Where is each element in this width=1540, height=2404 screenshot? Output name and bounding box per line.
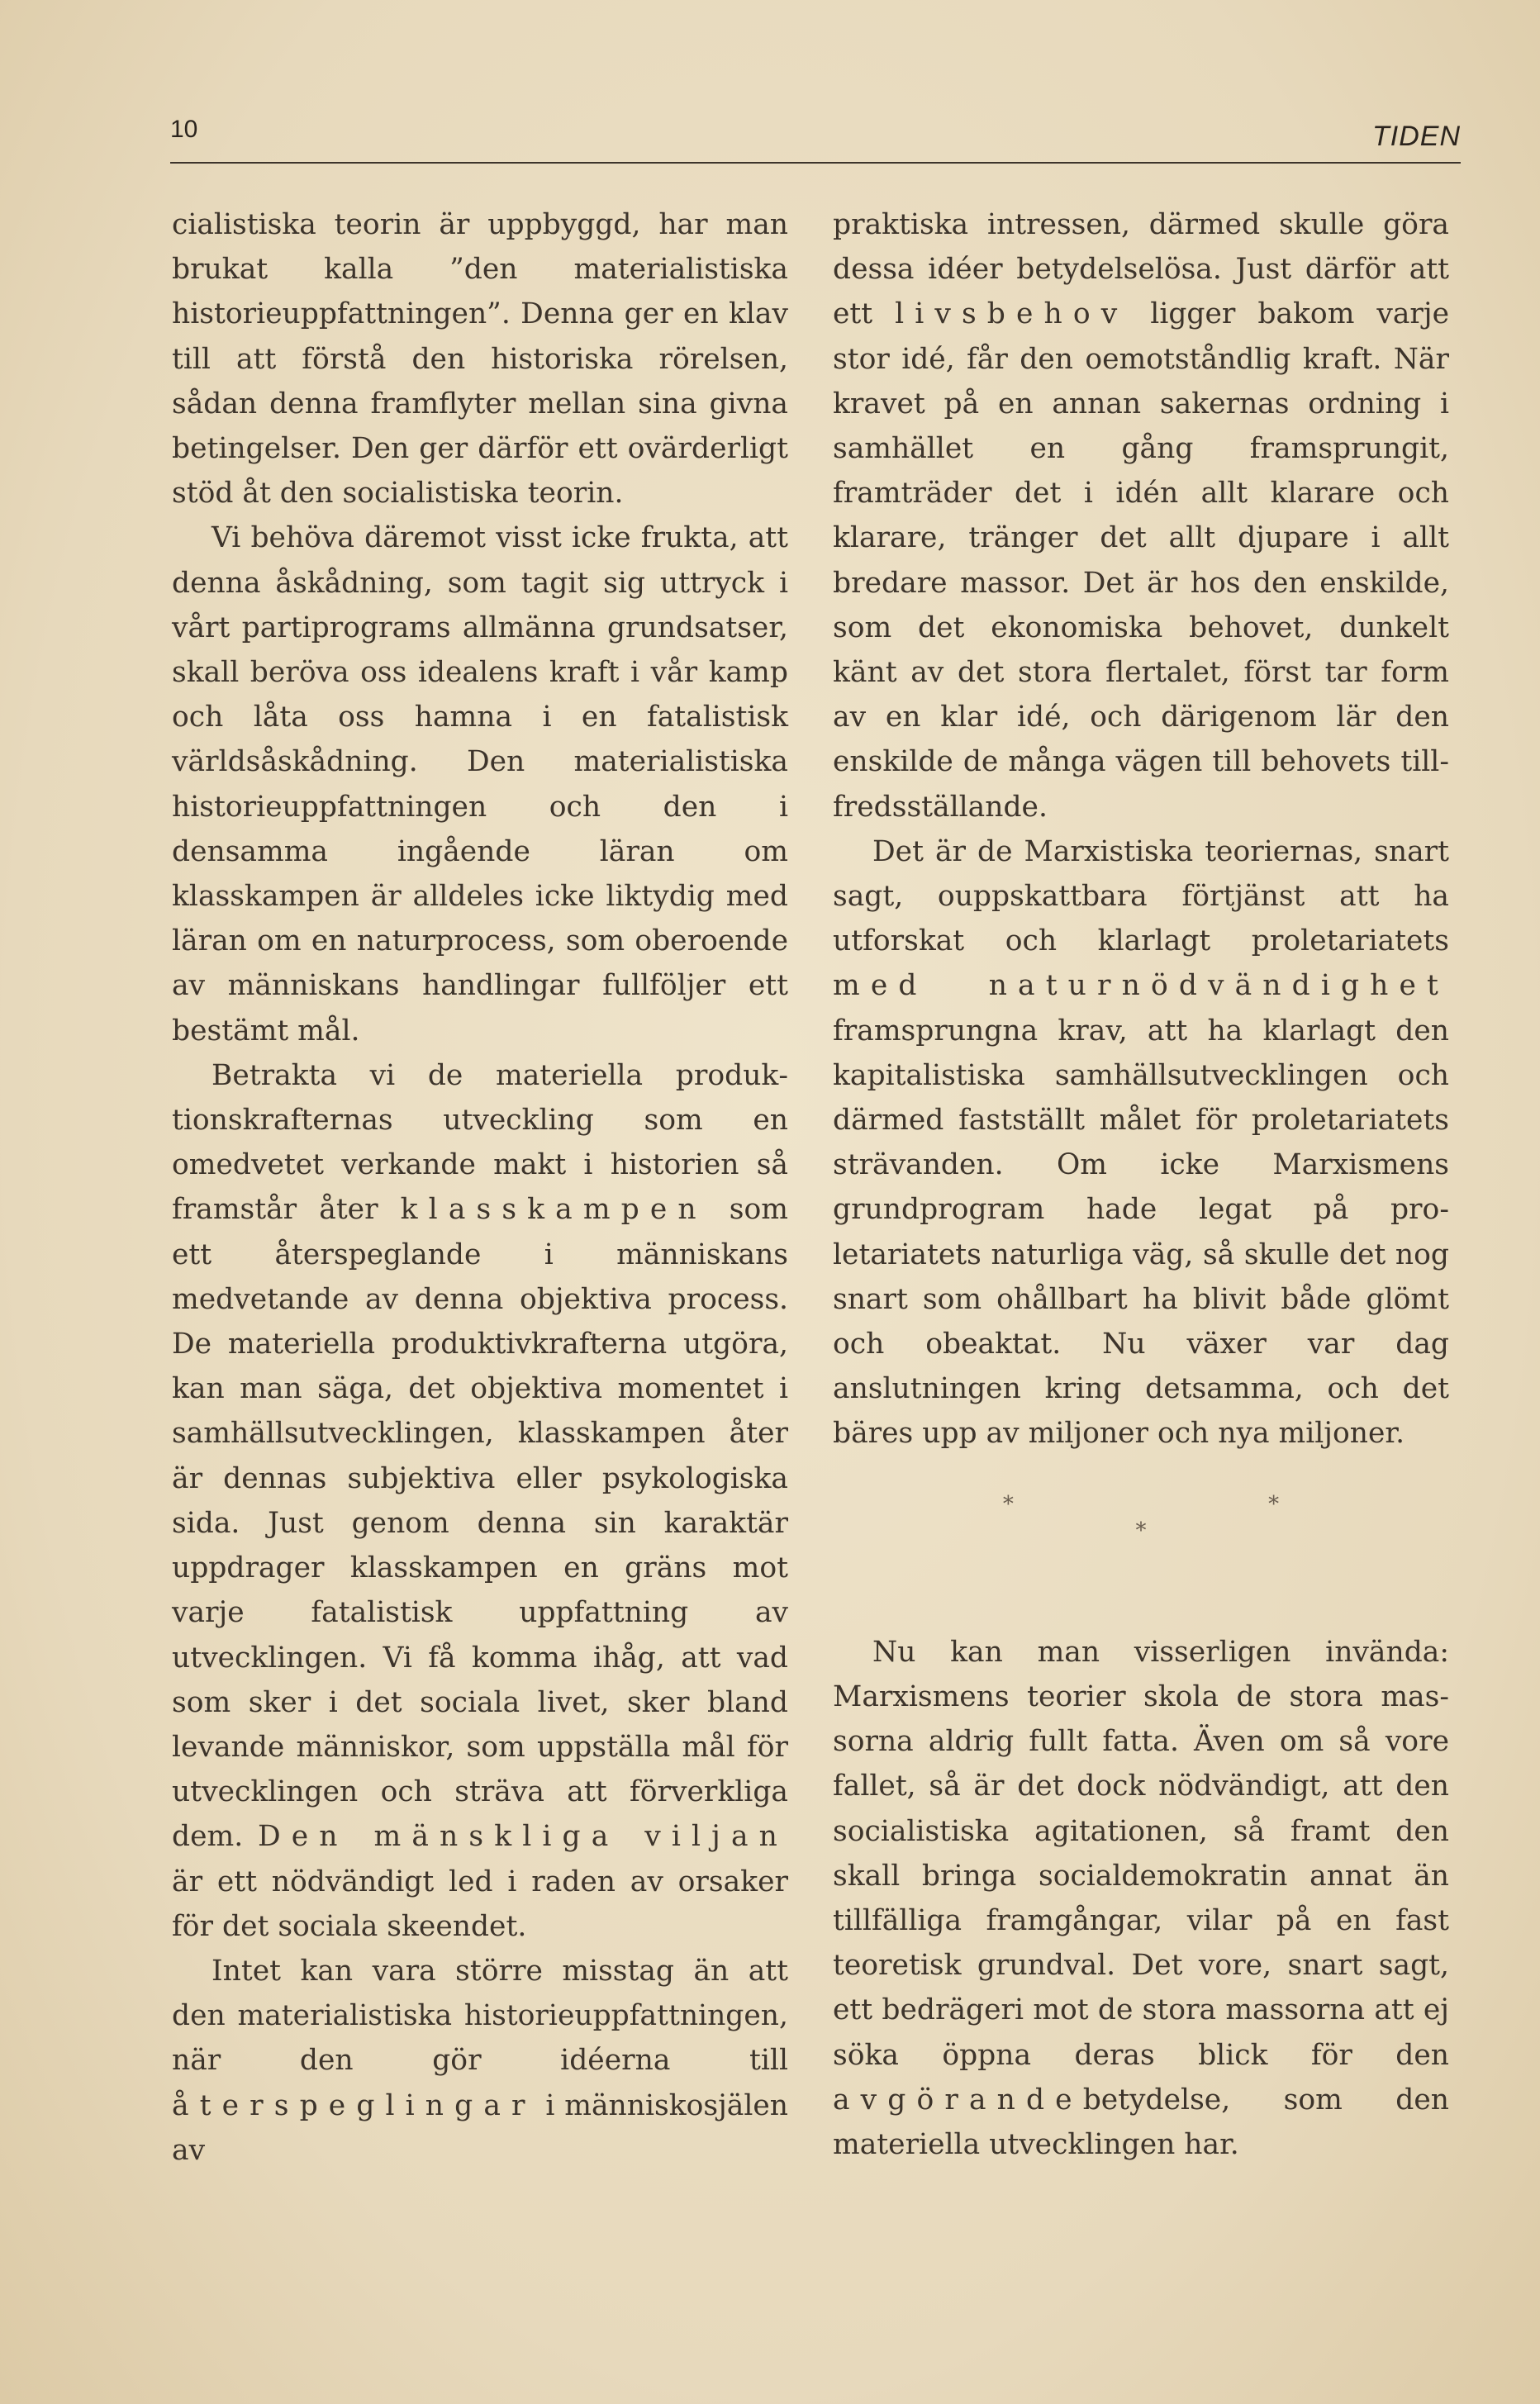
spaced-emphasis: Den mänskliga viljan bbox=[258, 1820, 788, 1854]
page-number: 10 bbox=[170, 116, 198, 143]
paragraph: Intet kan vara större misstag än att den materialistiska historieuppfattningen, när den gör idéerna till återspeglingar i människosjälen av bbox=[172, 1954, 789, 2167]
paragraph: cialistiska teorin är uppbyggd, har man brukat kalla ”den materialistiska historieuppfattningen”. Denna ger en klav till att förstå den historiska rörelsen, sådan denna framflyter mellan sina givna betingelser. Den ger därför ett ovärderligt stöd åt den socialistiska teorin. bbox=[172, 208, 788, 511]
section-separator bbox=[833, 1491, 1449, 1630]
separator-star: * bbox=[1135, 1518, 1147, 1543]
header-rule bbox=[170, 162, 1461, 164]
spaced-emphasis: klasskampen bbox=[400, 1193, 707, 1227]
spaced-emphasis: med naturnödvändighet bbox=[833, 969, 1449, 1003]
spaced-emphasis: avgörande bbox=[833, 2083, 1083, 2117]
paragraph: Det är de Marxistiska teoriernas, snart sagt, ouppskattbara förtjänst att ha utforskat och klarlagt proletariatets med naturnödvändighet framsprungna krav, att ha klarlagt den kapitalistiska samhällsutvecklingen och därmed fastställt målet för proletariatets strävanden. Om icke Marxismens grundprogram hade legat på proletariatets naturliga väg, så skulle det nog snart som ohållbart ha blivit både glömt och obeaktat. Nu växer var dag anslutningen kring detsamma, och det bäres upp av miljoner och nya miljoner. bbox=[833, 834, 1449, 1451]
right-column bbox=[833, 202, 1449, 2167]
paragraph: Vi behöva däremot visst icke frukta, att denna åskådning, som tagit sig uttryck i vårt partiprograms allmänna grundsatser, skall beröva oss idealens kraft i vår kamp och låta oss hamna i en fatalistisk världsåskådning. Den materialistiska historieuppfattningen och den i densamma ingående läran om klasskampen är alldeles icke liktydig med läran om en naturprocess, som oberoende av människans handlingar fullföljer ett bestämt mål. bbox=[172, 521, 788, 1048]
left-column bbox=[172, 202, 788, 2173]
page-header bbox=[170, 116, 1461, 167]
paragraph: Nu kan man visserligen invända: Marxismens teorier skola de stora massorna aldrig fullt fatta. Även om så vore fallet, så är det dock nödvändigt, att den socialistiska agitationen, så framt den skall bringa socialdemokratin annat än tillfälliga framgångar, vilar på en fast teoretisk grundval. Det vore, snart sagt, ett bedrägeri mot de stora massorna att ej söka öppna deras blick för den avgörandebetydelse, som den materiella utvecklingen har. bbox=[833, 1635, 1449, 2161]
journal-title: TIDEN bbox=[1372, 121, 1461, 152]
paragraph: praktiska intressen, därmed skulle göra dessa idéer betydelselösa. Just därför att ett livsbehov ligger bakom varje stor idé, får den oemotståndlig kraft. När kravet på en annan sakernas ordning i samhället en gång framsprungit, framträder det i idén allt klarare och klarare, tränger det allt djupare i allt bredare massor. Det är hos den enskilde, som det ekonomiska behovet, dunkelt känt av det stora flertalet, först tar form av en klar idé, och därigenom lär den enskilde de många vägen till behovets tillfredsställande. bbox=[833, 208, 1449, 824]
spaced-emphasis: återspeglingar bbox=[172, 2088, 536, 2122]
paragraph: Betrakta vi de materiella produktionskrafternas utveckling som en omedvetet verkande makt i historien så framstår åter klasskampen som ett återspeglande i människans medvetande av denna objektiva process. De materiella produktivkrafterna utgöra, kan man säga, det objektiva momentet i samhällsutvecklingen, klasskampen åter är dennas subjektiva eller psykologiska sida. Just genom denna sin karaktär uppdrager klasskampen en gräns mot varje fatalistisk uppfattning av utvecklingen. Vi få komma ihåg, att vad som sker i det sociala livet, sker bland levande människor, som uppställa mål för utvecklingen och sträva att förverkliga dem. Den mänskliga viljan är ett nödvändigt led i raden av orsaker för det sociala skeendet. bbox=[172, 1058, 788, 1943]
separator-stars: * * bbox=[1002, 1491, 1404, 1517]
spaced-emphasis: livsbehov bbox=[895, 297, 1129, 331]
